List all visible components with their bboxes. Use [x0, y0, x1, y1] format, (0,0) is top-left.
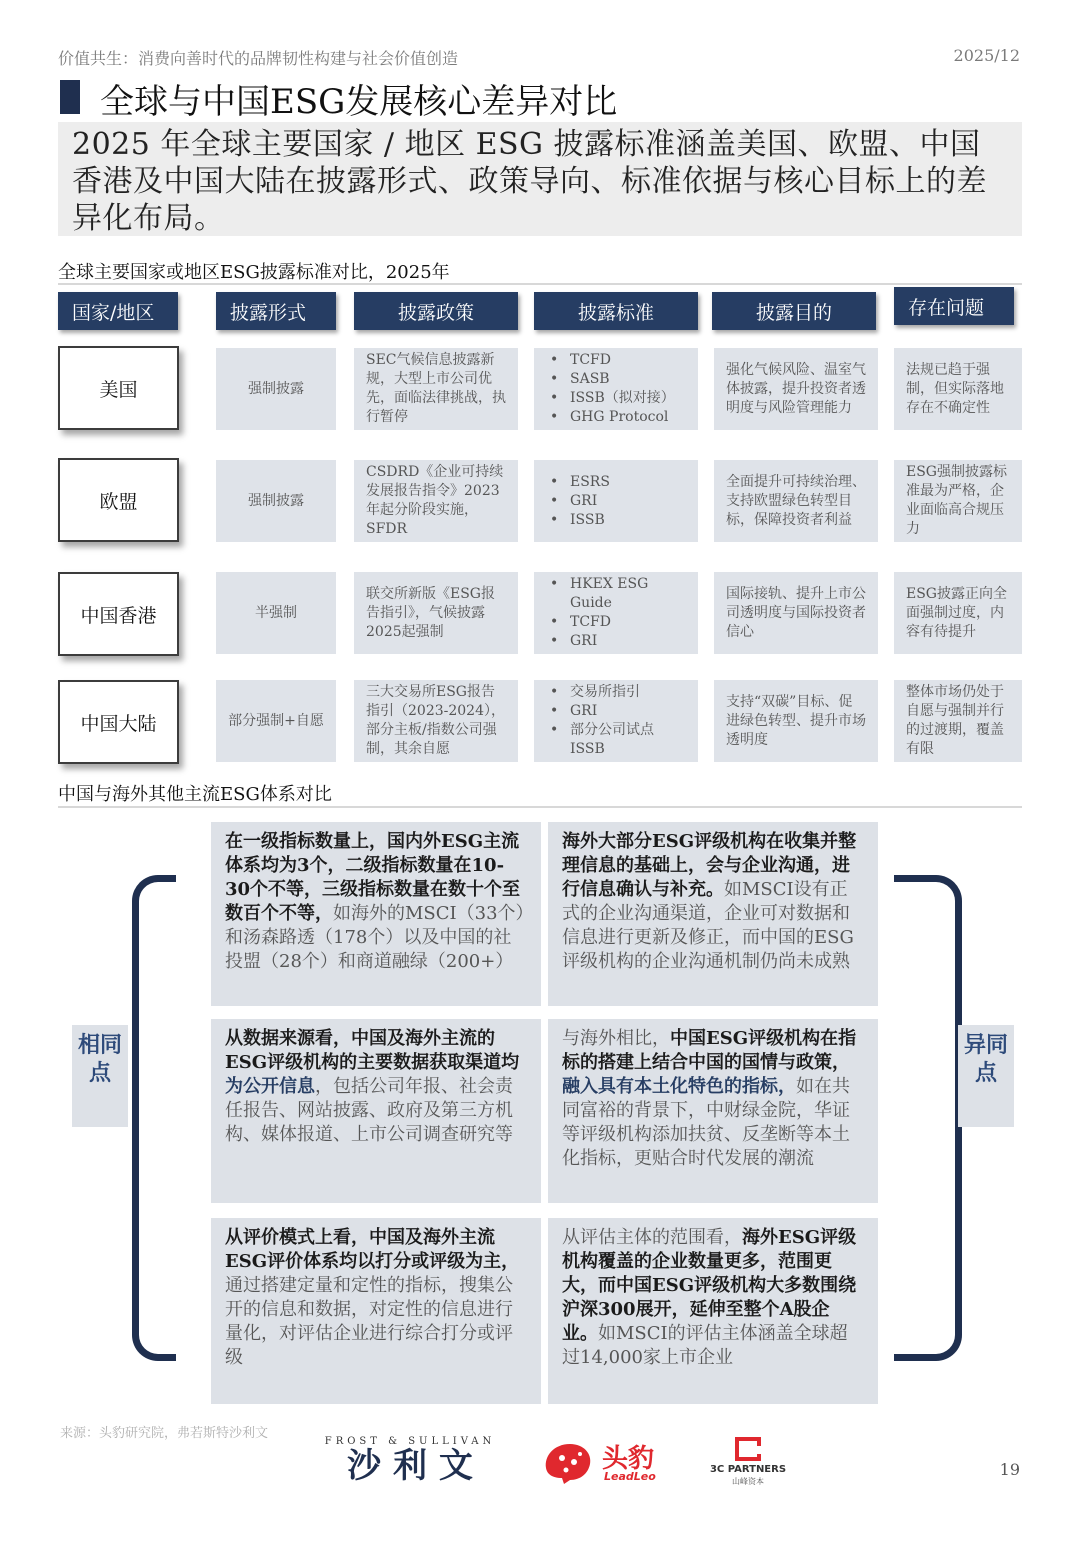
cell-purpose: 全面提升可持续治理、支持欧盟绿色转型目标，保障投资者利益 — [714, 460, 878, 542]
body-text: 与海外相比， — [562, 1028, 670, 1049]
standards-list — [546, 351, 675, 427]
similar-box-2 — [211, 1019, 541, 1203]
logo-caption: 山峰资本 — [732, 1477, 764, 1486]
label-differences: 异同点 — [958, 1025, 1014, 1127]
logo-caption: LeadLeo — [604, 1470, 656, 1483]
label-similarities: 相同点 — [72, 1025, 128, 1127]
highlight-text: 融入具有本土化特色的指标， — [562, 1076, 796, 1097]
cell-form: 半强制 — [216, 572, 336, 654]
summary-box: 2025 年全球主要国家 / 地区 ESG 披露标准涵盖美国、欧盟、中国香港及中国大陆在披露形式、政策导向、标准依据与核心目标上的差异化布局。 — [58, 122, 1022, 236]
frost-sullivan-logo — [312, 1436, 508, 1488]
logo-text: 沙 利 文 — [347, 1446, 473, 1486]
list-item: • GRI — [546, 632, 686, 651]
3c-icon — [734, 1436, 762, 1462]
similar-box-1 — [211, 822, 541, 1006]
region-mainland: 中国大陆 — [58, 680, 179, 764]
list-item: • GRI — [546, 702, 686, 721]
title-accent-bar — [60, 80, 80, 114]
cell-standards — [534, 572, 698, 654]
body-text: ，包括公司年报、社会责任报告、网站披露、政府及第三方机构、媒体报道、上市公司调查研究等 — [225, 1076, 513, 1145]
page-number: 19 — [999, 1460, 1020, 1479]
list-item: • 交易所指引 — [546, 683, 686, 702]
3c-partners-logo — [708, 1436, 788, 1488]
different-box-1 — [548, 822, 878, 1006]
list-item: • GRI — [546, 492, 610, 511]
cell-purpose: 支持“双碳”目标、促进绿色转型、提升市场透明度 — [714, 680, 878, 762]
list-item: • ISSB — [546, 511, 610, 530]
right-bracket — [894, 875, 962, 1361]
body-text: 从评估主体的范围看， — [562, 1227, 742, 1248]
body-text: 如在共同富裕的背景下，中财绿金院，华证等评级机构添加扶贫、反垄断等本土化指标，更贴合时代发展的潮流 — [562, 1076, 850, 1169]
left-bracket — [132, 875, 176, 1361]
header-report-title: 价值共生：消费向善时代的品牌韧性构建与社会价值创造 — [58, 49, 459, 68]
different-box-2 — [548, 1019, 878, 1203]
cell-standards — [534, 348, 698, 430]
header-issues: 存在问题 — [894, 287, 1014, 325]
highlight-text: 从评价模式上看，中国及海外主流ESG评价体系均 — [225, 1227, 495, 1272]
highlight-text: 海外ESG评级机构覆盖的企业数量更多，范围更大，而中国ESG评级机构大多数围绕沪深300展开，延伸至整个A股企业。 — [562, 1227, 857, 1344]
cell-issues: ESG披露正向全面强制过度，内容有待提升 — [894, 572, 1022, 654]
cell-standards — [534, 680, 698, 762]
header-policy: 披露政策 — [354, 292, 518, 330]
cell-form: 强制披露 — [216, 460, 336, 542]
body-text: 通过搭建定量和定性的指标，搜集公开的信息和数据，对定性的信息进行量化，对评估企业进行综合打分或评级 — [225, 1275, 513, 1368]
cell-issues: ESG强制披露标准最为严格，企业面临高合规压力 — [894, 460, 1022, 542]
cell-standards — [534, 460, 698, 542]
region-us: 美国 — [58, 346, 179, 430]
region-hong-kong: 中国香港 — [58, 572, 179, 656]
header-form: 披露形式 — [216, 292, 336, 330]
logo-text: 3C PARTNERS — [709, 1464, 787, 1475]
header-region: 国家/地区 — [58, 292, 178, 330]
compare-section-title: 中国与海外其他主流ESG体系对比 — [58, 784, 332, 805]
cell-issues: 整体市场仍处于自愿与强制并行的过渡期，覆盖有限 — [894, 680, 1022, 762]
header-standards: 披露标准 — [534, 292, 698, 330]
source-note: 来源：头豹研究院，弗若斯特沙利文 — [60, 1426, 269, 1441]
logo-text: 头豹 — [602, 1444, 655, 1474]
header-date: 2025/12 — [953, 46, 1020, 65]
table-section-title: 全球主要国家或地区ESG披露标准对比，2025年 — [58, 262, 450, 283]
header-purpose: 披露目的 — [712, 292, 876, 330]
leopard-icon — [540, 1438, 596, 1486]
different-box-3 — [548, 1218, 878, 1404]
region-eu: 欧盟 — [58, 458, 179, 542]
list-item: • SASB — [546, 370, 675, 389]
highlight-text: 以打分或评级为主， — [357, 1251, 520, 1272]
list-item: • TCFD — [546, 613, 686, 632]
list-item: • ESRS — [546, 473, 610, 492]
list-item: • HKEX ESG Guide — [546, 575, 686, 613]
cell-issues: 法规已趋于强制，但实际落地存在不确定性 — [894, 348, 1022, 430]
cell-policy: 联交所新版《ESG报告指引》，气候披露2025起强制 — [354, 572, 518, 654]
cell-form: 部分强制+自愿 — [216, 680, 336, 762]
cell-form: 强制披露 — [216, 348, 336, 430]
highlight-text: 中国ESG评级机构在指标的搭建上结合中国的国情与政策， — [562, 1028, 857, 1073]
body-text: 如MSCI的评估主体涵盖全球超过14,000家上市企业 — [562, 1323, 848, 1368]
cell-purpose: 国际接轨、提升上市公司透明度与国际投资者信心 — [714, 572, 878, 654]
section-divider — [58, 283, 1022, 285]
cell-purpose: 强化气候风险、温室气体披露，提升投资者透明度与风险管理能力 — [714, 348, 878, 430]
list-item: • 部分公司试点 ISSB — [546, 721, 686, 759]
list-item: • GHG Protocol — [546, 408, 675, 427]
page-title: 全球与中国ESG发展核心差异对比 — [100, 82, 618, 122]
logo-caption: FROST & SULLIVAN — [324, 1436, 496, 1447]
highlight-text: 在一级指标数量上，国内外ESG主流体系均为3个，二级指标数量在10-30个不等，三级指标数量在数十个至数百个不等， — [225, 831, 521, 924]
list-item: • ISSB（拟对接） — [546, 389, 675, 408]
list-item: • TCFD — [546, 351, 675, 370]
cell-policy: 三大交易所ESG报告指引（2023-2024），部分主板/指数公司强制，其余自愿 — [354, 680, 518, 762]
standards-list — [546, 575, 686, 651]
standards-list — [546, 683, 686, 759]
cell-policy: SEC气候信息披露新规，大型上市公司优先，面临法律挑战，执行暂停 — [354, 348, 518, 430]
section-divider — [58, 806, 1022, 808]
standards-list — [546, 473, 610, 530]
body-text: 如海外的MSCI（33个）和汤森路透（178个）以及中国的社投盟（28个）和商道融绿（200+） — [225, 903, 525, 972]
highlight-text: 为公开信息 — [225, 1076, 315, 1097]
leadleo-logo — [540, 1436, 670, 1488]
highlight-text: 海外大部分ESG评级机构在收集并整理信息的基础上，会与企业沟通，进行信息确认与补充。 — [562, 831, 857, 900]
body-text: 如MSCI设有正式的企业沟通渠道，企业可对数据和信息进行更新及修正，而中国的ESG评级机构的企业沟通机制仍尚未成熟 — [562, 879, 854, 972]
cell-policy: CSDRD《企业可持续发展报告指令》2023年起分阶段实施，SFDR — [354, 460, 518, 542]
highlight-text: 从数据来源看，中国及海外主流的ESG评级机构的主要数据获取渠道均 — [225, 1028, 520, 1073]
similar-box-3 — [211, 1218, 541, 1404]
